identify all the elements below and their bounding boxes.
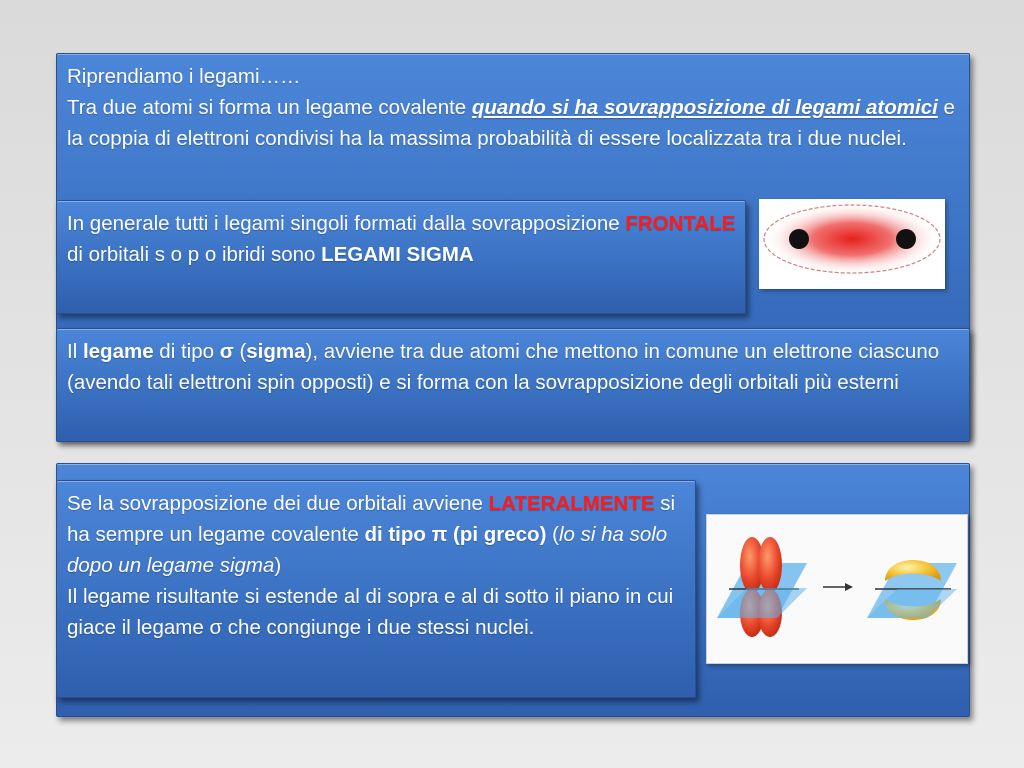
intro-title: Riprendiamo i legami…… bbox=[67, 65, 301, 88]
intro-text bbox=[67, 61, 962, 154]
frontale-highlight: FRONTALE bbox=[625, 212, 736, 235]
lateralmente-highlight: LATERALMENTE bbox=[488, 492, 655, 515]
nucleus-left bbox=[789, 229, 809, 249]
pi-bond-image bbox=[706, 514, 968, 664]
arrow-icon bbox=[823, 583, 853, 591]
intro-paragraph: Tra due atomi si forma un legame covalente quando si ha sovrapposizione di legami atomici e la coppia di elettroni condivisi ha la massima probabilità di essere localizzata tra i due nuclei. bbox=[67, 96, 955, 150]
sigma-text: Il legame di tipo σ (sigma), avviene tra due atomi che mettono in comune un elettrone ciascuno (avendo tali elettroni spin opposti) e si forma con la sovrapposizione degli orbitali più esterni bbox=[67, 340, 940, 394]
overlap-emphasis: quando si ha sovrapposizione di legami atomici bbox=[471, 96, 938, 119]
sigma-bond-image bbox=[759, 199, 945, 289]
pi-orbital-diagram bbox=[707, 515, 967, 663]
legami-sigma-label: LEGAMI SIGMA bbox=[321, 243, 474, 266]
sigma-orbital-diagram bbox=[759, 199, 945, 289]
pi-text: Se la sovrapposizione dei due orbitali avviene LATERALMENTE si ha sempre un legame covalente di tipo π (pi greco) (lo si ha solo dopo un legame sigma) Il legame risultante si estende al di sopra e al di sotto il piano in cui giace il legame σ che congiunge i due stessi nuclei. bbox=[67, 492, 676, 639]
frontal-text: In generale tutti i legami singoli formati dalla sovrapposizione FRONTALE di orbitali s o p o ibridi sono LEGAMI SIGMA bbox=[67, 212, 736, 266]
pi-bond-right bbox=[867, 560, 957, 620]
nucleus-right bbox=[896, 229, 916, 249]
p-orbitals-left bbox=[717, 537, 807, 637]
